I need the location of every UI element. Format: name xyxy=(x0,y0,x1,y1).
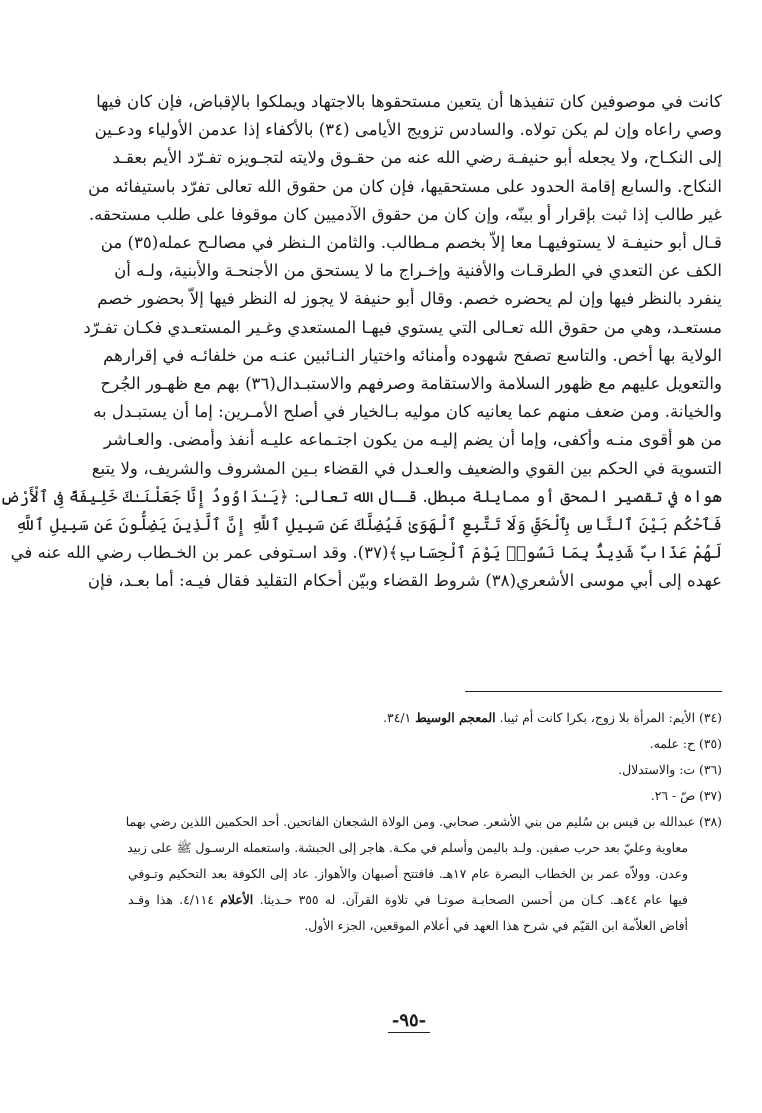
footnote-text: هذا وقـد xyxy=(128,892,173,907)
text-line: والتعويل عليهم مع ظهور السلامة والاستقامة وصرفهم والاستبـدال(٣٦) بهم مع ظهـور الجُرح xyxy=(100,374,722,394)
footnote-number: (٣٨) xyxy=(699,814,722,829)
footnote-text: فيها عام ٤٤هـ. كـان من أحسن الصحابـة صوتـا في تلاوة القرآن. له ٣٥٥ حـديثا. xyxy=(259,892,688,907)
body-paragraph xyxy=(0,88,722,596)
text-line: والخيانة. ومن ضعف منهم عما يعانيه كان موليه بـالخيار في أصلح الأمـرين: إما أن يستبـدل به xyxy=(93,402,722,422)
footnote-text: ح: علمه. xyxy=(649,736,696,751)
footnote-ref: ٣٤/١. xyxy=(383,710,412,725)
footnote-text: ت: والاستدلال. xyxy=(618,762,696,777)
footnote-source: الأعلام xyxy=(220,892,254,907)
text-line: مستعـد، وهي من حقوق الله تعـالى التي يستوي فيهـا المستعدي وغـير المستعـدي فكـان تفـرّد xyxy=(83,317,722,337)
page-number-label: -٩٥- xyxy=(388,1010,430,1033)
footnote-text: عبدالله بن قيس بن سُليم من بني الأشعر. صحابي. ومن الولاة الشجعان الفاتحين. أحد الحكمين اللذين رضي بهما xyxy=(125,814,696,829)
footnote-number: (٣٧) xyxy=(699,788,722,803)
footnote-number: (٣٦) xyxy=(699,762,722,777)
quran-verse-line: فَٱحْكُم بَيْنَ ٱلنَّاسِ بِٱلْحَقِّ وَلَا تَتَّبِعِ ٱلْهَوَىٰ فَيُضِلَّكَ عَن سَبِيلِ ٱللَّهِ إِنَّ ٱلَّذِينَ يَضِلُّونَ عَن سَبِيلِ ٱللَّهِ xyxy=(15,515,722,535)
text-line: وصي راعاه وإن لم يكن تولاه. والسادس تزويج الأيامى (٣٤) بالأكفاء إذا عدمن الأولياء ودعـين xyxy=(94,120,722,140)
text-line: الولاية بها أخص. والتاسع تصفح شهوده وأمنائه واختيار النـائبين عنـه من خلفائـه في إقرارهم xyxy=(103,345,722,365)
footnote-line: وعدن. وولاّه عمر بن الخطاب البصرة عام ١٧هـ. فافتتح أصبهان والأهواز. عاد إلى الكوفة بعد التحكيم وتـوفي xyxy=(128,866,688,881)
footnote-line: معاوية وعليّ بعد حرب صفين. ولـد باليمن وأسلم في مكـة. هاجر إلى الحبشة. واستعمله الرسـول ﷺ على زبيد xyxy=(127,840,688,855)
text-line: التسوية في الحكم بين القوي والضعيف والعـدل في القضاء بـين المشروف والشريف، ولا يتبع xyxy=(91,458,722,478)
footnote-number: (٣٤) xyxy=(699,710,722,725)
footnote-line xyxy=(125,809,722,835)
text-line: الكف عن التعدي في الطرقـات والأفنية وإخـراج ما لا يستحق من الأجنحـة والأبنية، ولـه أن xyxy=(114,261,722,281)
text-line: كانت في موصوفين كان تنفيذها أن يتعين مستحقوها بالاجتهاد ويملكوا بالإقباض، فإن كان فيها xyxy=(96,92,722,111)
footnote-line xyxy=(128,887,722,913)
footnote-text: صّ - ٢٦. xyxy=(650,788,696,803)
quran-verse-line: هواه في تقصير المحق أو ممايلة مبطل. قـال الله تعالى: ﴿يَـٰدَاوُودُ إِنَّا جَعَلْنَـٰكَ خَلِيفَةً فِى ٱلْأَرْضِ xyxy=(0,486,722,506)
text-line: قـال أبو حنيفـة لا يستوفيهـا معا إلاّ بخصم مـطالب. والثامن الـنظر في مصالـح عمله(٣٥) من xyxy=(100,233,722,253)
footnote-source: المعجم الوسيط xyxy=(415,710,496,725)
text-line: ينفرد بالنظر فيها وإن لم يحضره خصم. وقال أبو حنيفة لا يجوز له النظر فيها إلاّ بحضور خصم xyxy=(97,289,722,309)
text-line: إلى النكـاح، ولا يجعله أبو حنيفـة رضي الله عنه من حقـوق ولايته لتجـويزه تفـرّد الأيم بعقـد xyxy=(112,148,722,168)
footnote-divider xyxy=(465,691,722,692)
text-line: عهده إلى أبي موسى الأشعري(٣٨) شروط القضاء وبيّن أحكام التقليد فقال فيـه: أما بعـد، فإن xyxy=(87,571,722,591)
footnote-36 xyxy=(128,757,722,783)
text-line: غير طالب إذا ثبت بإقرار أو بينّه، وإن كان من حقوق الآدميين كان موقوفا على طلب مستحقه. xyxy=(88,204,722,224)
footnote-line: أفاض العلاّمة ابن القيّم في شرح هذا العهد في أعلام الموقعين، الجزء الأول. xyxy=(304,918,688,933)
footnotes-section xyxy=(125,705,722,939)
footnote-37 xyxy=(128,783,722,809)
footnote-34 xyxy=(128,705,722,731)
text-line: من هو أقوى منـه وأكفى، وإما أن يضم إليـه من يكون اجتـماعه عليـه أنفذ وأمضى. والعـاشر xyxy=(103,430,722,450)
page-number xyxy=(56,1010,762,1033)
quran-verse-line: لَهُمْ عَذَابٌ شَدِيدٌۢ بِمَا نَسُوا۟ يَوْمَ ٱلْحِسَابِ﴾(٣٧). وقد اسـتوفى عمر بن الخـطاب رضي الله عنه في xyxy=(10,543,722,563)
main-text-block xyxy=(0,88,722,596)
footnote-38 xyxy=(125,809,722,939)
footnote-number: (٣٥) xyxy=(699,736,722,751)
text-line: النكاح. والسابع إقامة الحدود على مستحقيها، فإن كان من حقوق الله تعالى تفرّد باستيفائه من xyxy=(88,176,722,196)
footnote-35 xyxy=(128,731,722,757)
footnote-text: الأيم: المرأة بلا زوج، بكرا كانت أم ثيبا. xyxy=(499,710,696,725)
footnote-ref: ٤/١١٤. xyxy=(179,892,214,907)
